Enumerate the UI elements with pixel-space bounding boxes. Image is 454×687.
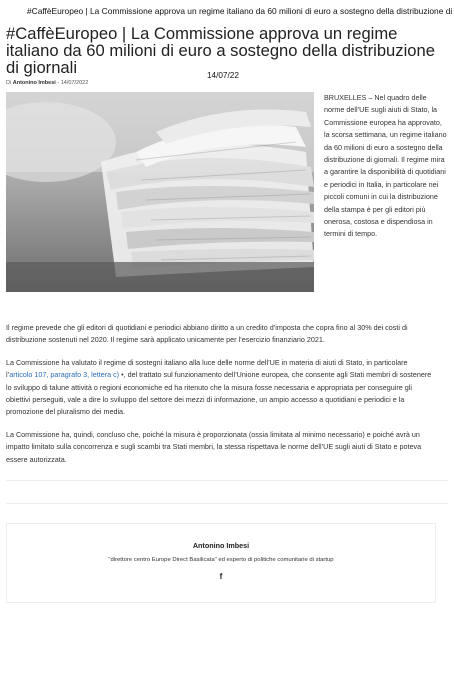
author-box-bio: "direttore centro Europe Direct Basilicata" ed esperto di politiche comunitarie di startup <box>108 557 334 564</box>
author-box-name[interactable]: Antonino Imbesi <box>192 541 250 551</box>
meta-prefix: Di <box>6 80 12 86</box>
paragraph-2 <box>6 357 448 419</box>
meta-date: 14/07/2022 <box>60 80 89 86</box>
article-body <box>0 92 454 466</box>
article-meta <box>6 80 454 86</box>
paragraph-2-text-a: La Commissione ha valutato il regime di sostegni italiano alla luce delle norme dell’UE in materia di aiuti di Stato, in particolare l’ <box>6 357 408 380</box>
date-badge: 14/07/22 <box>207 71 239 80</box>
treaty-article-link[interactable]: articolo 107, paragrafo 3, lettera c) <box>9 370 120 380</box>
article-title: #CaffèEuropeo | La Commissione approva un regime italiano da 60 milioni di euro a sostegno della distribuzione di giornali <box>6 24 435 77</box>
paragraph-3: La Commissione ha, quindi, concluso che, poiché la misura è proporzionata (ossia limitata al minimo necessario) e poiché avrà un impatto limitato sulla concorrenza e sugli scambi tra Stati membri, la stessa rispettava le norme dell’UE sugli aiuti di Stato e poteva essere autorizzata. <box>6 429 422 464</box>
facebook-icon[interactable]: f <box>219 572 223 582</box>
share-separator <box>6 480 448 504</box>
paragraph-2-text-b: •, del trattato sul funzionamento dell’Unione europea, che consente agli Stati membri di sostenere lo sviluppo di talune attività o regioni economiche ed ha ritenuto che la misura fosse necessaria e appropriata per conseguire gli obiettivi perseguiti, vale a dire lo sviluppo del settore dei mezzi di informazione, un ampio accesso a quotidiani e periodici e la promozione del pluralismo dei media. <box>6 370 432 417</box>
meta-separator: - <box>57 80 60 86</box>
author-box <box>6 523 436 603</box>
lead-paragraph: BRUXELLES – Nel quadro delle norme dell’UE sugli aiuti di Stato, la Commissione europea ha approvato, la scorsa settimana, un regime italiano da 60 milioni di euro a sostegno della distribuzione di giornali. Il regime mira a garantire la disponibilità di quotidiani e periodici in Italia, in particolare nei piccoli comuni in cui la distribuzione della stampa è per gli editori più onerosa, costosa e dispendiosa in termini di tempo. <box>324 93 447 239</box>
paragraph-1: Il regime prevede che gli editori di quotidiani e periodici abbiano diritto a un credito d’imposta che copra fino al 30% dei costi di distribuzione sostenuti nel 2020. Il regime sarà applicato unicamente per l’esercizio finanziario 2021. <box>6 323 408 345</box>
newspapers-photo <box>6 92 314 292</box>
ticker-text[interactable]: #CaffèEuropeo | La Commissione approva un regime italiano da 60 milioni di euro a sostegno della distribuzione di <box>27 6 453 16</box>
author-link[interactable]: Antonino Imbesi <box>12 80 56 86</box>
ticker-bar[interactable] <box>0 0 454 22</box>
